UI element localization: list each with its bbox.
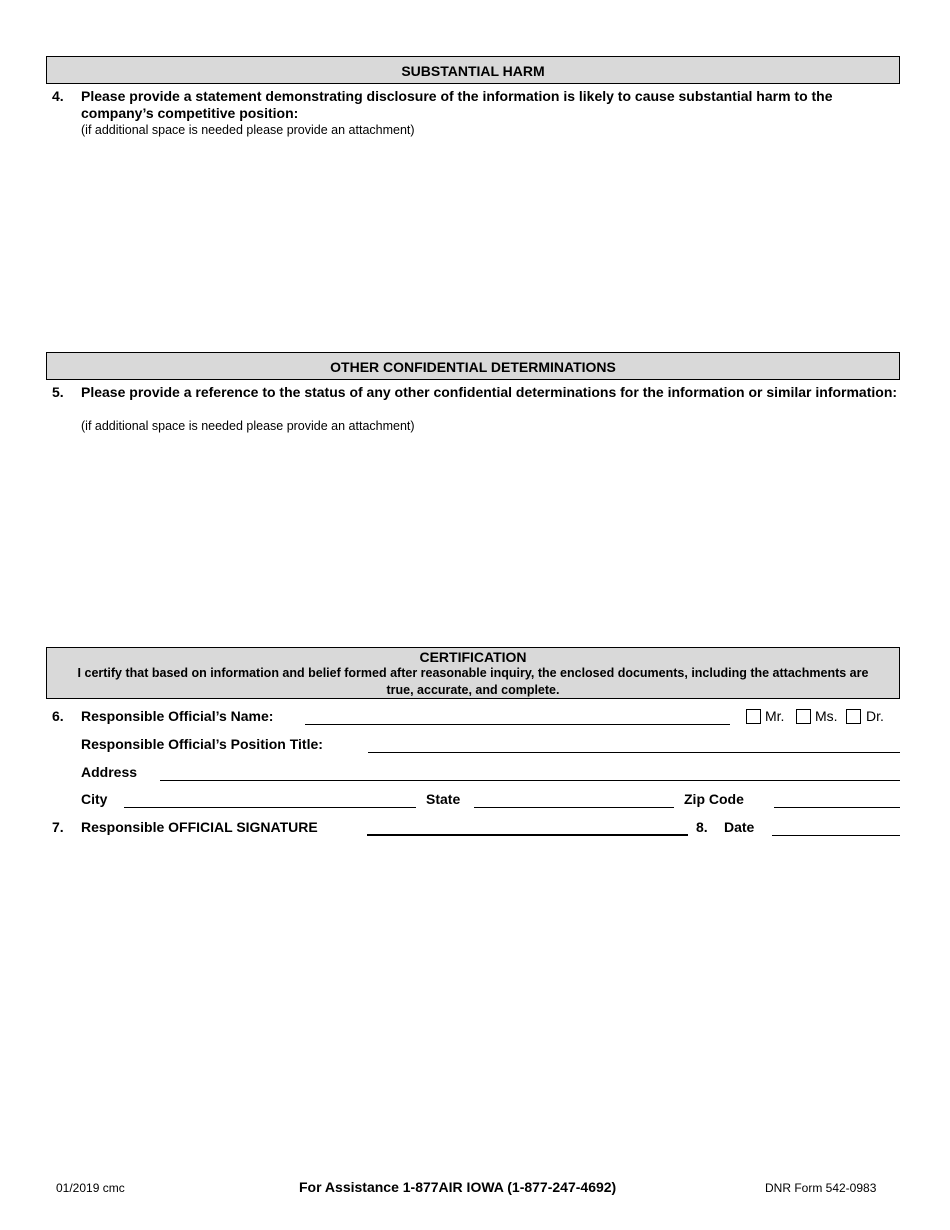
salutation-ms-checkbox[interactable] — [796, 709, 811, 724]
question-number-4: 4. — [52, 88, 64, 104]
address-label: Address — [81, 764, 138, 780]
position-title-field[interactable] — [368, 752, 900, 753]
position-title-label: Responsible Official’s Position Title: — [81, 736, 323, 752]
signature-label: Responsible OFFICIAL SIGNATURE — [81, 819, 318, 835]
certification-statement: I certify that based on information and belief formed after reasonable inquiry, the enclosed documents, including the attachments are true, accurate, and complete. — [77, 666, 869, 697]
question-4-text: Please provide a statement demonstrating disclosure of the information is likely to cause substantial harm to the company’s competitive position: — [81, 88, 833, 121]
certification-box — [46, 647, 900, 699]
item-number-7: 7. — [52, 819, 64, 835]
question-4-answer-area[interactable] — [81, 142, 900, 342]
question-number-5: 5. — [52, 384, 64, 400]
salutation-dr-label: Dr. — [866, 708, 884, 724]
salutation-dr-checkbox[interactable] — [846, 709, 861, 724]
official-name-label: Responsible Official’s Name: — [81, 708, 274, 724]
question-4-note: (if additional space is needed please provide an attachment) — [81, 123, 415, 137]
city-label: City — [81, 791, 108, 807]
salutation-mr-label: Mr. — [765, 708, 785, 724]
footer-revision: 01/2019 cmc — [56, 1181, 125, 1195]
question-5-answer-area[interactable] — [81, 438, 900, 638]
date-label: Date — [724, 819, 755, 835]
signature-field[interactable] — [367, 834, 688, 836]
question-5-text: Please provide a reference to the status of any other confidential determinations for the information or similar information: — [81, 384, 898, 400]
zip-code-field[interactable] — [774, 807, 900, 808]
state-label: State — [426, 791, 461, 807]
certification-title: CERTIFICATION — [419, 649, 527, 665]
city-field[interactable] — [124, 807, 416, 808]
zip-code-label: Zip Code — [684, 791, 744, 807]
salutation-mr-checkbox[interactable] — [746, 709, 761, 724]
date-field[interactable] — [772, 835, 900, 836]
salutation-ms-label: Ms. — [815, 708, 838, 724]
footer-assistance: For Assistance 1-877AIR IOWA (1-877-247-4692) — [299, 1179, 617, 1195]
address-field[interactable] — [160, 780, 900, 781]
item-number-6: 6. — [52, 708, 64, 724]
item-number-8: 8. — [696, 819, 708, 835]
official-name-field[interactable] — [305, 724, 730, 725]
question-5-note: (if additional space is needed please provide an attachment) — [81, 419, 415, 433]
state-field[interactable] — [474, 807, 674, 808]
section-header-substantial-harm: SUBSTANTIAL HARM — [46, 56, 900, 84]
footer-form-number: DNR Form 542-0983 — [765, 1181, 877, 1195]
section-header-other-confidential: OTHER CONFIDENTIAL DETERMINATIONS — [46, 352, 900, 380]
